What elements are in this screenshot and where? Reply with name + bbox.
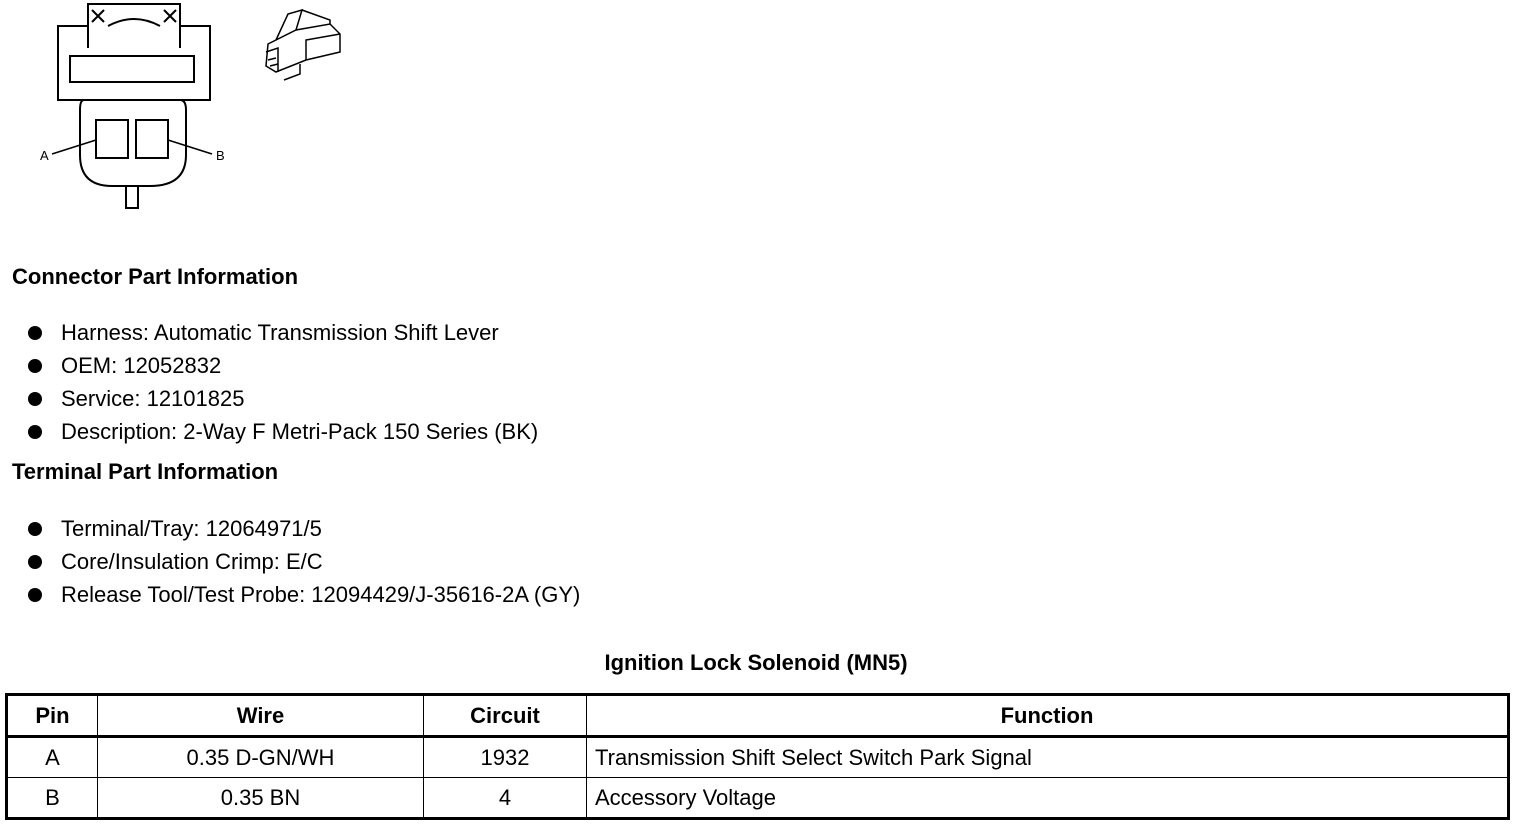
bullet-icon [28,588,42,602]
terminal-tray-text: Terminal/Tray: 12064971/5 [61,516,322,541]
bullet-icon [28,392,42,406]
cell-function: Accessory Voltage [587,778,1509,819]
table-header-row [7,695,1509,737]
release-tool-text: Release Tool/Test Probe: 12094429/J-35616-2A (GY) [61,582,581,607]
cell-pin: A [7,737,98,778]
connector-part-heading: Connector Part Information [12,264,299,289]
list-item [28,512,580,545]
connector-isometric-icon [266,10,340,80]
service-text: Service: 12101825 [61,386,245,411]
oem-text: OEM: 12052832 [61,353,222,378]
table-row [7,778,1509,819]
terminal-part-heading: Terminal Part Information [12,459,279,484]
connector-diagram [0,0,360,220]
header-circuit: Circuit [424,695,587,737]
cell-wire: 0.35 D-GN/WH [98,737,424,778]
header-pin: Pin [7,695,98,737]
cell-wire: 0.35 BN [98,778,424,819]
pin-b-callout: B [216,148,225,163]
harness-text: Harness: Automatic Transmission Shift Lever [61,320,499,345]
bullet-icon [28,555,42,569]
bullet-icon [28,359,42,373]
cell-circuit: 1932 [424,737,587,778]
cell-circuit: 4 [424,778,587,819]
bullet-icon [28,326,42,340]
header-function: Function [587,695,1509,737]
list-item [28,415,538,448]
list-item [28,578,580,611]
crimp-text: Core/Insulation Crimp: E/C [61,549,323,574]
list-item [28,349,538,382]
header-wire: Wire [98,695,424,737]
cell-pin: B [7,778,98,819]
table-title: Ignition Lock Solenoid (MN5) [604,650,908,675]
table-row [7,737,1509,778]
terminal-part-list [28,512,580,611]
bullet-icon [28,425,42,439]
list-item [28,316,538,349]
cell-function: Transmission Shift Select Switch Park Signal [587,737,1509,778]
description-text: Description: 2-Way F Metri-Pack 150 Series (BK) [61,419,539,444]
connector-part-list [28,316,538,448]
bullet-icon [28,522,42,536]
pin-table [5,693,1510,820]
pin-a-callout: A [40,148,49,163]
list-item [28,545,580,578]
list-item [28,382,538,415]
